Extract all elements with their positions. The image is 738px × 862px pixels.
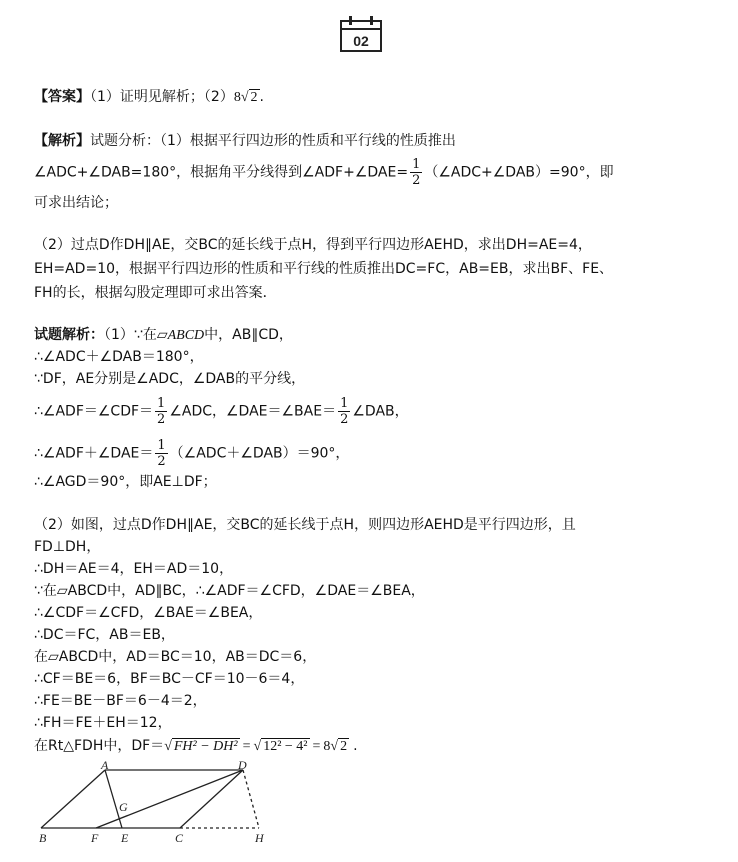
solution-p2-5: ∴∠CDF＝∠CFD，∠BAE＝∠BEA，	[34, 605, 263, 621]
solution-p2-7: 在▱ABCD中，AD＝BC＝10，AB＝DC＝6，	[34, 649, 317, 665]
segment-dc	[180, 770, 243, 828]
solution-s4a: ∴∠ADF＝∠CDF＝	[34, 403, 154, 420]
analysis-fraction: $\frac{1}{2}$	[412, 157, 421, 188]
solution-p2-10: ∴FH＝FE＋EH＝12，	[34, 715, 172, 731]
solution-line-3: ∵DF，AE分别是∠ADC，∠DAB的平分线，	[34, 371, 306, 387]
solution-line-2: ∴∠ADC＋∠DAB＝180°，	[34, 349, 204, 365]
analysis-line-2	[34, 157, 614, 188]
analysis-p2-line-1: （2）过点D作DH∥AE，交BC的延长线于点H，得到平行四边形AEHD，求出DH=AE=4，	[34, 237, 592, 253]
solution-p2-1: （2）如图，过点D作DH∥AE，交BC的延长线于点H，则四边形AEHD是平行四边形，且	[34, 517, 576, 533]
half-fraction-1: $\frac{1}{2}$	[157, 396, 166, 427]
label-e: E	[121, 831, 129, 845]
solution-p2-4: ∵在▱ABCD中，AD∥BC，∴∠ADF＝∠CFD，∠DAE＝∠BEA，	[34, 583, 425, 599]
solution-line-4	[34, 396, 409, 427]
parallelogram-figure	[30, 760, 280, 860]
analysis-text-2b: （∠ADC+∠DAB）=90°，即	[424, 164, 614, 181]
half-fraction-2: $\frac{1}{2}$	[340, 396, 349, 427]
solution-line-5	[34, 438, 349, 469]
segment-dh	[243, 770, 259, 828]
solution-p2-9: ∴FE＝BE－BF＝6－4＝2，	[34, 693, 207, 709]
parallelogram-abcd: ▱ABCD	[156, 328, 205, 343]
solution-p2-3: ∴DH＝AE＝4，EH＝AD＝10，	[34, 561, 234, 577]
solution-s1-end: 中，AB∥CD，	[204, 327, 293, 343]
answer-value: 8√ 2	[233, 90, 258, 105]
calendar-badge-icon	[338, 14, 384, 54]
analysis-line-1	[34, 131, 456, 151]
solution-s5b: （∠ADC＋∠DAB）＝90°，	[169, 445, 350, 462]
analysis-text-1: 试题分析：（1）根据平行四边形的性质和平行线的性质推出	[90, 133, 456, 149]
solution-p2-2: FD⊥DH，	[34, 539, 101, 555]
analysis-label: 【解析】	[34, 133, 90, 149]
label-b: B	[39, 831, 47, 845]
solution-p2-11-text: 在Rt△FDH中，DF＝	[34, 738, 165, 754]
solution-s1: （1）∵在	[104, 327, 157, 343]
label-f: F	[91, 831, 99, 845]
solution-p2-6: ∴DC＝FC，AB＝EB，	[34, 627, 175, 643]
half-fraction-3: $\frac{1}{2}$	[157, 438, 166, 469]
analysis-line-3: 可求出结论；	[34, 195, 118, 211]
radical-1: √ FH² − DH²	[164, 739, 238, 754]
segment-ab	[41, 770, 105, 828]
analysis-p2-line-2: EH=AD=10，根据平行四边形的性质和平行线的性质推出DC=FC，AB=EB，求出BF、FE、	[34, 261, 614, 277]
analysis-p2-line-3: FH的长，根据勾股定理即可求出答案．	[34, 285, 277, 301]
label-a: A	[101, 760, 109, 772]
radical-2: √ 12² − 4²	[253, 739, 308, 754]
label-h: H	[255, 831, 264, 845]
answer-end: .	[259, 89, 264, 105]
solution-s5a: ∴∠ADF＋∠DAE＝	[34, 445, 154, 462]
solution-p2-8: ∴CF＝BE＝6，BF＝BC－CF＝10－6＝4，	[34, 671, 305, 687]
segment-df	[96, 770, 243, 828]
answer-label: 【答案】	[34, 89, 90, 105]
result-end: .	[353, 738, 358, 754]
equals-2: =	[312, 739, 321, 754]
solution-s4b: ∠ADC，∠DAE＝∠BAE＝	[169, 403, 337, 420]
analysis-text-2a: ∠ADC+∠DAB=180°，根据角平分线得到∠ADF+∠DAE=	[34, 164, 409, 181]
result-value: 8√ 2	[323, 739, 348, 754]
equals-1: =	[242, 739, 251, 754]
answer-text: （1）证明见解析；（2）	[90, 89, 234, 105]
solution-s4c: ∠DAB，	[352, 403, 409, 420]
solution-line-6: ∴∠AGD＝90°，即AE⊥DF；	[34, 474, 217, 490]
answer-line	[34, 87, 264, 108]
label-g: G	[119, 800, 128, 814]
solution-p2-11	[34, 736, 358, 757]
badge-number: 02	[353, 33, 369, 49]
solution-label: 试题解析：	[34, 327, 104, 343]
label-c: C	[175, 831, 184, 845]
label-d: D	[238, 760, 247, 772]
solution-line-1	[34, 325, 293, 346]
